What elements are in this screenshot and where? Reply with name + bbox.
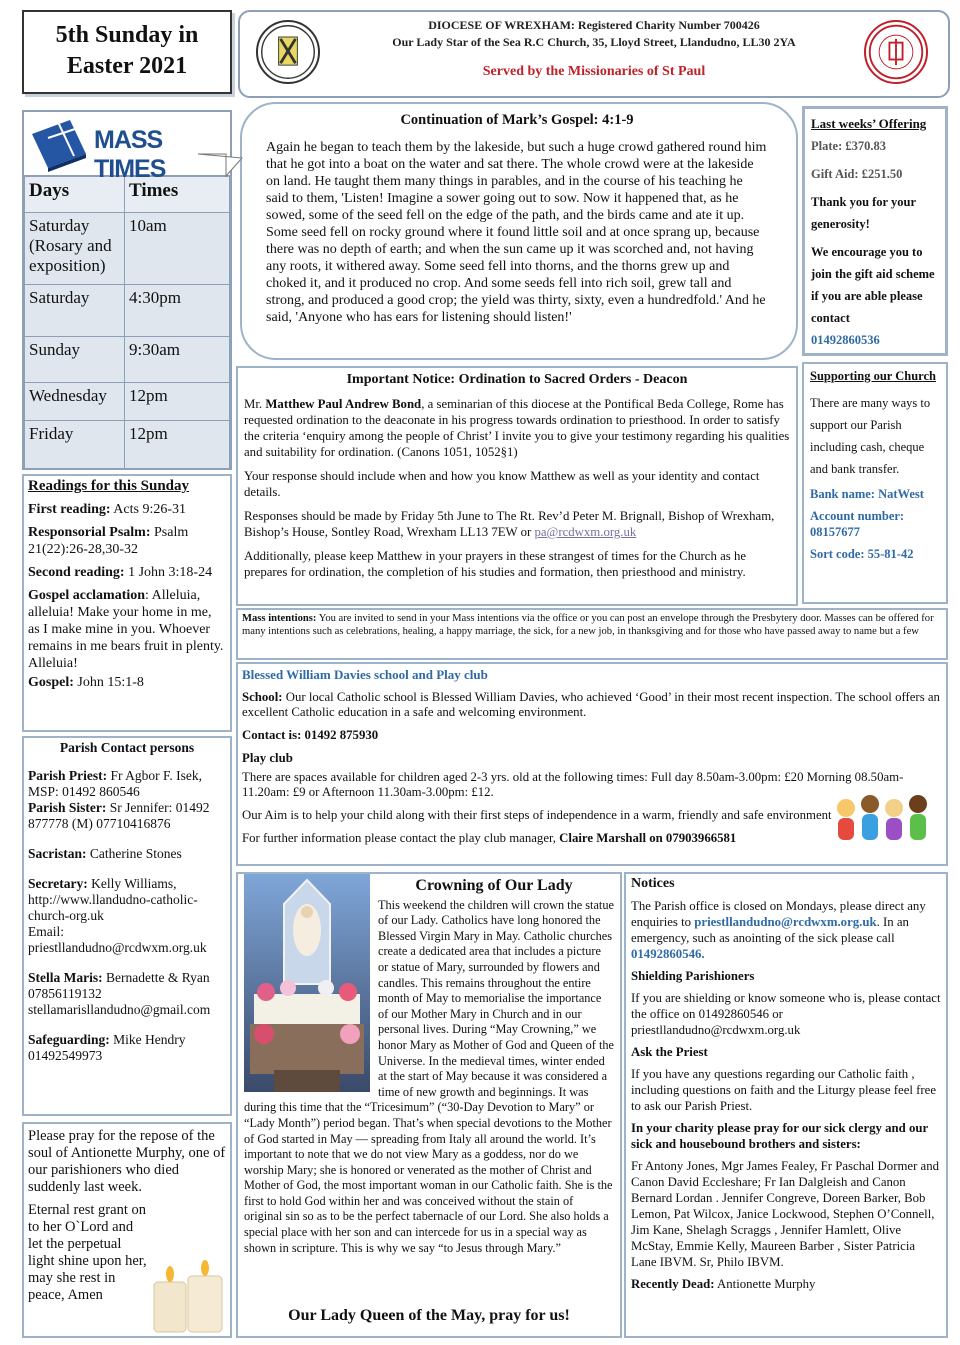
contact-sacristan: Sacristan: Catherine Stones xyxy=(28,846,182,861)
gift-aid-amount: Gift Aid: £251.50 xyxy=(811,167,903,181)
offering-phone[interactable]: 01492860536 xyxy=(811,333,880,347)
support-title: Supporting our Church xyxy=(810,369,936,383)
support-text: There are many ways to support our Parish including cash, cheque and bank transfer. xyxy=(810,396,931,476)
diocese-crest-icon xyxy=(256,20,320,84)
gospel-reading: Gospel: John 15:1-8 xyxy=(28,675,144,690)
offering-title: Last weeks’ Offering xyxy=(811,116,927,131)
bishop-email-link[interactable]: pa@rcdwxm.org.uk xyxy=(534,525,637,539)
contact-panel xyxy=(22,736,232,1116)
parish-header xyxy=(238,10,950,98)
time-cell: 9:30am xyxy=(125,337,230,383)
header-missionaries-line: Served by the Missionaries of St Paul xyxy=(482,64,706,79)
contact-safeguarding: Safeguarding: Mike Hendry 01492549973 xyxy=(28,1032,186,1063)
sort-code: Sort code: 55-81-42 xyxy=(810,547,914,561)
gospel-panel xyxy=(240,102,798,360)
mary-statue-image xyxy=(244,874,370,1092)
responsorial-psalm: Responsorial Psalm: Psalm 21(22):26-28,30-32 xyxy=(28,525,189,557)
account-number: Account number: 08157677 xyxy=(810,509,905,539)
second-reading: Second reading: 1 John 3:18-24 xyxy=(28,565,213,580)
notices-title: Notices xyxy=(631,876,675,891)
mass-times-title: MASS TIMES xyxy=(94,126,166,183)
col-times: Times xyxy=(125,177,230,213)
time-cell: 4:30pm xyxy=(125,285,230,337)
plate-amount: Plate: £370.83 xyxy=(811,139,886,153)
day-cell: Saturday xyxy=(25,285,125,337)
candles-icon xyxy=(148,1254,228,1334)
crowning-footer: Our Lady Queen of the May, pray for us! xyxy=(288,1307,570,1325)
ask-priest-text: If you have any questions regarding our Catholic faith , including questions on faith and the Liturgy please feel free to ask our Parish Priest. xyxy=(631,1067,937,1113)
school-contact: Contact is: 01492 875930 xyxy=(242,728,379,742)
recently-dead: Recently Dead: Antionette Murphy xyxy=(631,1277,816,1291)
school-title: Blessed William Davies school and Play club xyxy=(242,667,488,682)
play-club-contact: For further information please contact the play club manager, Claire Marshall on 07903966581 xyxy=(242,831,737,845)
support-panel xyxy=(802,362,948,604)
time-cell: 12pm xyxy=(125,383,230,421)
play-club-aim: Our Aim is to help your child along with their first steps of independence in a warm, friendly and safe environment xyxy=(242,808,832,822)
gospel-title: Continuation of Mark’s Gospel: 4:1-9 xyxy=(400,112,634,128)
crowning-title: Crowning of Our Lady xyxy=(415,877,573,894)
mass-intentions-panel xyxy=(236,608,948,660)
title-line-2: Easter 2021 xyxy=(66,53,188,79)
bulletin-title xyxy=(22,10,232,94)
ordination-para-4: Additionally, please keep Matthew in your prayers in these strangest of times for the Church as he prepares for ordination, the completion of his studies and formation, then priesthood and ministry. xyxy=(244,549,747,579)
ordination-notice xyxy=(236,366,798,606)
contact-sister: Parish Sister: Sr Jennifer: 01492 877778 (M) 07710416876 xyxy=(28,800,210,831)
header-address-line: Our Lady Star of the Sea R.C Church, 35, Lloyd Street, Llandudno, LL30 2YA xyxy=(392,35,796,49)
day-cell: Wednesday xyxy=(25,383,125,421)
contact-priest: Parish Priest: Fr Agbor F. Isek, MSP: 01492 860546 xyxy=(28,768,203,799)
contact-secretary: Secretary: Kelly Williams, http://www.llandudno-catholic-church-org.uk Email: priestllandudno@rcdwxm.org.uk xyxy=(28,876,207,955)
time-cell: 10am xyxy=(125,213,230,285)
callout-arrow-icon xyxy=(196,112,244,182)
prayer-text-2: Eternal rest grant on to her O`Lord and let the perpetual light shine upon her, may she rest in peace, Amen xyxy=(28,1202,147,1303)
play-club-title: Play club xyxy=(242,751,293,765)
sick-title: In your charity please pray for our sick clergy and our sick and housebound brothers and sisters: xyxy=(631,1121,928,1151)
prayer-panel xyxy=(22,1122,232,1338)
day-cell: Sunday xyxy=(25,337,125,383)
readings-title: Readings for this Sunday xyxy=(28,478,190,494)
emergency-phone[interactable]: 01492860546. xyxy=(631,947,705,961)
readings-panel xyxy=(22,474,232,732)
ask-priest-title: Ask the Priest xyxy=(631,1045,708,1059)
title-line-1: 5th Sunday in xyxy=(55,22,199,48)
header-charity-line: DIOCESE OF WREXHAM: Registered Charity Number 700426 xyxy=(428,18,760,32)
bank-name: Bank name: NatWest xyxy=(810,487,924,501)
sick-list: Fr Antony Jones, Mgr James Fealey, Fr Paschal Dormer and Canon David Eccleshare; Fr Ian Dalgleish and Canon Bernard Lordan . Jennifer Congreve, Doreen Barker, Bob Lemon, Pat Wilcox, Janice Lockwood, Stephen O’Connell, Jim Kane, Shelagh Scraggs , Jennifer Hamlett, Olive McStay, Emmie Kelly, Maureen Barber , Sister Patricia Lane IBVM. Sr, Philo IBVM. xyxy=(631,1159,940,1269)
office-email-link[interactable]: priestllandudno@rcdwxm.org.uk xyxy=(694,915,877,929)
ordination-para-2: Your response should include when and how you know Matthew as well as your identity and contact details. xyxy=(244,469,760,499)
holy-bible-icon xyxy=(28,116,90,172)
gospel-text: Again he began to teach them by the lakeside, but such a huge crowd gathered round him that he got into a boat on the water and sat there. The whole crowd were at the lakeside on land. He taught them many things in parables, and in the course of his teaching he said to them, 'Listen! Imagine a sower going out to sow. Now it happened that, as he sowed, some of the seed fell on the edge of the path, and the birds came and ate it up. Some seed fell on rocky ground where it found little soil and at once sprang up, because there was no depth of earth; and when the sun came up it was scorched and, not having any roots, it withered away. Some seed fell into thorns, and the thorns grew up and choked it, and it produced no crop. And some seeds fell into rich soil, grew tall and strong, and produced a good crop; the yield was thirty, sixty, even a hundredfold.' And he said, 'Anyone who has ears for listening should listen!' xyxy=(266,140,767,325)
contact-title: Parish Contact persons xyxy=(59,740,195,755)
contact-stella-maris: Stella Maris: Bernadette & Ryan 07856119132 stellamarisllandudno@gmail.com xyxy=(28,970,211,1017)
offering-panel xyxy=(802,106,948,356)
ordination-para-1: Mr. Matthew Paul Andrew Bond, a seminarian of this diocese at the Pontifical Beda College, Rome has requested ordination to the deaconate in his progress towards ordination to priesthood. In order to satisfy the criteria ‘enquiry among the people of Christ’ I invite you to give your testimony regarding his qualities and suitability for ordination. (Canons 1051, 1052§1) xyxy=(244,397,790,459)
gift-aid-encourage: We encourage you to join the gift aid scheme if you are able please contact xyxy=(811,245,935,325)
time-cell: 12pm xyxy=(125,421,230,469)
intentions-label: Mass intentions: xyxy=(242,613,317,624)
day-cell: Saturday (Rosary and exposition) xyxy=(25,213,125,285)
ordination-para-3: Responses should be made by Friday 5th June to The Rt. Rev’d Peter M. Brignall, Bishop of Wrexham, Bishop’s House, Sontley Road, Wrexham LL13 7EW or pa@rcdwxm.org.uk xyxy=(244,509,775,539)
first-reading: First reading: Acts 9:26-31 xyxy=(28,502,187,517)
office-notice: The Parish office is closed on Mondays, please direct any enquiries to priestllandudno@rcdwxm.org.uk. In an emergency, such as anointing of the sick please call 01492860546. xyxy=(631,899,926,961)
gospel-acclamation: Gospel acclamation: Alleluia, alleluia! Make your home in me, as I make mine in you. Whoever remains in me bears fruit in plenty. Alleluia! xyxy=(28,588,224,671)
school-text: School: Our local Catholic school is Blessed William Davies, who achieved ‘Good’ in their most recent inspection. The school offers an excellent Catholic education in a safe and welcoming environment. xyxy=(242,690,940,719)
play-club-text: There are spaces available for children aged 2-3 yrs. old at the following times: Full day 8.50am-3.00pm: £20 Morning 08.50am-11.20am: £9 or Afternoon 11.30am-3.00pm: £12. xyxy=(242,770,904,799)
mass-times-table xyxy=(24,176,230,469)
crowning-panel xyxy=(236,872,622,1338)
ordination-title: Important Notice: Ordination to Sacred Orders - Deacon xyxy=(346,372,688,387)
missionaries-seal-icon xyxy=(864,20,928,84)
prayer-text-1: Please pray for the repose of the soul of Antionette Murphy, one of our parishioners who died suddenly last week. xyxy=(28,1128,226,1195)
shielding-text: If you are shielding or know someone who is, please contact the office on 01492860546 or priestllandudno@rcdwxm.org.uk xyxy=(631,991,941,1037)
shielding-title: Shielding Parishioners xyxy=(631,969,755,983)
intentions-text: You are invited to send in your Mass intentions via the office or you can post an envelope through the Presbytery door. Masses can be offered for many intentions such as celebrations, healing, a happy marriage, the sick, for a new job, in thanksgiving and for those who have passed away to name but a few xyxy=(242,613,934,637)
notices-panel xyxy=(624,872,948,1338)
school-panel xyxy=(236,662,948,866)
children-icon xyxy=(832,794,932,850)
crowning-text: This weekend the children will crown the statue of our Lady. Catholics have long honored the Blessed Virgin Mary in May. Catholic churches create a dedicated area that includes a picture or statue of Mary, surrounded by flowers and candles. This remains throughout the entire month of May to memorialise the importance of our Mother Mary in Church and in our personal lives. During “May Crowning,” we honor Mary as Mother of God and Queen of the Universe. In the medieval times, winter ended at the start of May because it was considered a time of new growth and beginnings. It was during this time that the “Tricesimum” (“30-Day Devotion to Mary” or “Lady Month”) period began. That’s when special devotions to the Mother of God started in May — spreading from Italy all around the world. It’s important to note that we do not view Mary as a goddess, nor do we worship Mary; she is honored or venerated as the mother of Christ and Mother of God, the most important woman in our Catholic faith. She is the first to hold God within her and was conceived without the stain of original sin so as to be the perfect tabernacle of our Lord. She also holds a special place with her son and can intercede for us in a special way as shown in scripture. This is why we say “to Jesus through Mary.” xyxy=(244,897,614,1255)
day-cell: Friday xyxy=(25,421,125,469)
col-days: Days xyxy=(25,177,125,213)
offering-thanks: Thank you for your generosity! xyxy=(811,195,916,231)
